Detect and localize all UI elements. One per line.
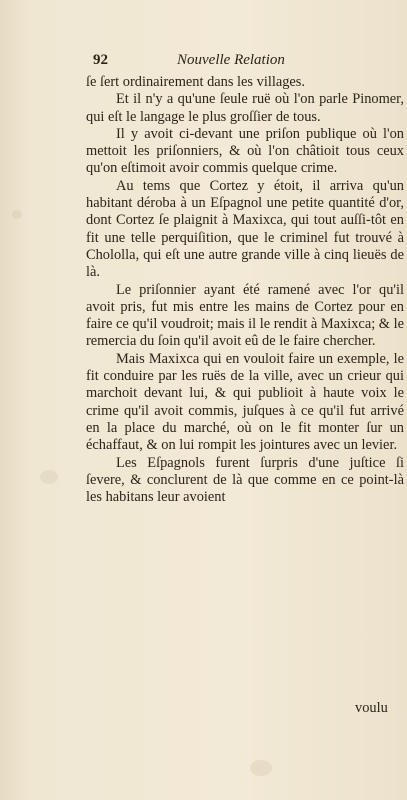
page-body xyxy=(86,74,404,506)
catchword: voulu xyxy=(355,700,388,716)
paper-stain xyxy=(40,470,58,484)
paragraph: Et il n'y a qu'une ſeule ruë où l'on parle Pinomer, qui eſt le langage le plus groſſier de tous. xyxy=(86,91,404,125)
paper-stain xyxy=(12,210,22,219)
page-header xyxy=(93,50,325,70)
paragraph: Mais Maxixca qui en vouloit faire un exemple, le fit conduire par les ruës de la ville, avec un crieur qui marchoit devant lui, & qui publioit à haute voix le crime qu'il avoit commis, juſques à ce qu'il fut arrivé en la place du marché, où on le fit monter ſur un échaffaut, & on lui rompit les jointures avec un levier. xyxy=(86,350,404,454)
paper-stain xyxy=(250,760,272,776)
paragraph: Au tems que Cortez y étoit, il arriva qu'un habitant déroba à un Eſpagnol une petite quantité d'or, dont Cortez ſe plaignit à Maxixca, qui tout auſſi-tôt en fit une telle perquiſition, que le criminel fut trouvé à Cholollа, qui eſt une autre grande ville à cinq lieuës de là. xyxy=(86,177,404,281)
running-title: Nouvelle Relation xyxy=(177,52,285,68)
page-number: 92 xyxy=(93,52,108,68)
paragraph: Il y avoit ci-devant une priſon publique où l'on mettoit les priſonniers, & où l'on châtioit tous ceux qu'on eſtimoit avoir commis quelque crime. xyxy=(86,125,404,177)
paragraph: Les Eſpagnols furent ſurpris d'une juſtice ſi ſevere, & conclurent de là que comme en ce point-là les habitans leur avoient xyxy=(86,454,404,506)
paragraph: ſe ſert ordinairement dans les villages. xyxy=(86,74,305,90)
paragraph: Le priſonnier ayant été ramené avec l'or qu'il avoit pris, fut mis entre les mains de Cortez pour en faire ce qu'il voudroit; mais il le rendit à Maxixca; & le remercia du ſoin qu'il avoit eû de le faire chercher. xyxy=(86,281,404,350)
